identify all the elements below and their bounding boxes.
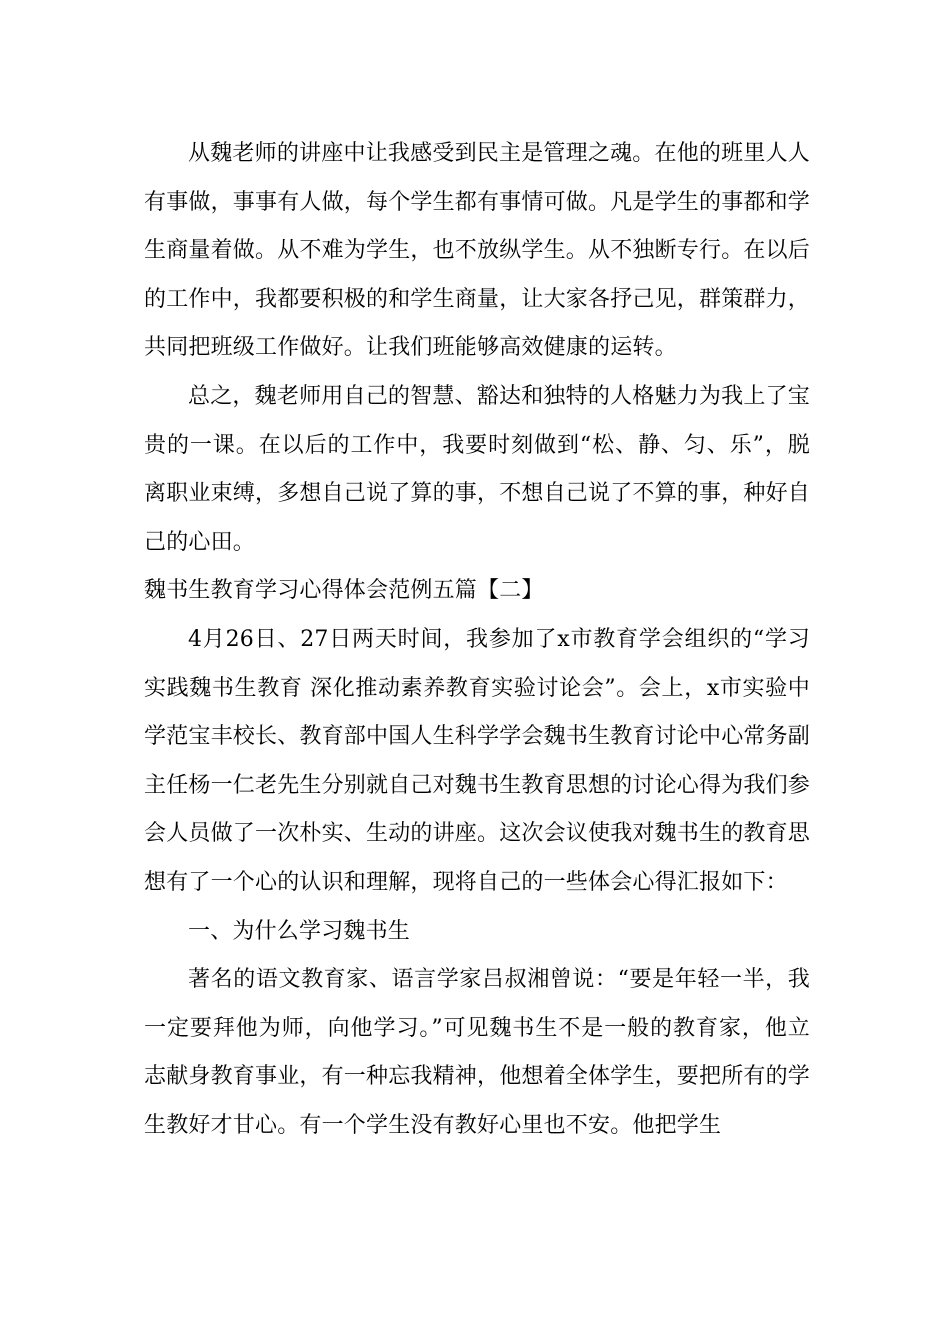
subheading-why-learn: 一、为什么学习魏书生 (188, 918, 411, 944)
paragraph-democracy: 从魏老师的讲座中让我感受到民主是管理之魂。在他的班里人人有事做，事事有人做，每个学生都有事情可做。凡是学生的事都和学生商量着做。从不难为学生，也不放纵学生。从不独断专行。在以后的工作中，我都要积极的和学生商量，让大家各抒己见，群策群力，共同把班级工作做好。让我们班能够高效健康的运转。 (144, 141, 811, 361)
paragraph-lv-shuxiang: 著名的语文教育家、语言学家吕叔湘曾说：“要是年轻一半，我一定要拜他为师，向他学习。”可见魏书生不是一般的教育家，他立志献身教育事业，有一种忘我精神，他想着全体学生，要把所有的学生教好才甘心。有一个学生没有教好心里也不安。他把学生 (144, 967, 811, 1138)
document-body (144, 130, 810, 1150)
paragraph-meeting: 4月26日、27日两天时间，我参加了x市教育学会组织的“学习实践魏书生教育 深化推动素养教育实验讨论会”。会上，x市实验中学范宝丰校长、教育部中国人生科学学会魏书生教育讨论中心常务副主任杨一仁老先生分别就自己对魏书生教育思想的讨论心得为我们参会人员做了一次朴实、生动的讲座。这次会议使我对魏书生的教育思想有了一个心的认识和理解，现将自己的一些体会心得汇报如下： (144, 626, 811, 895)
paragraph-conclusion: 总之，魏老师用自己的智慧、豁达和独特的人格魅力为我上了宝贵的一课。在以后的工作中，我要时刻做到“松、静、匀、乐”，脱离职业束缚，多想自己说了算的事，不想自己说了不算的事，种好自己的心田。 (144, 383, 811, 555)
section-heading: 魏书生教育学习心得体会范例五篇【二】 (144, 578, 544, 604)
